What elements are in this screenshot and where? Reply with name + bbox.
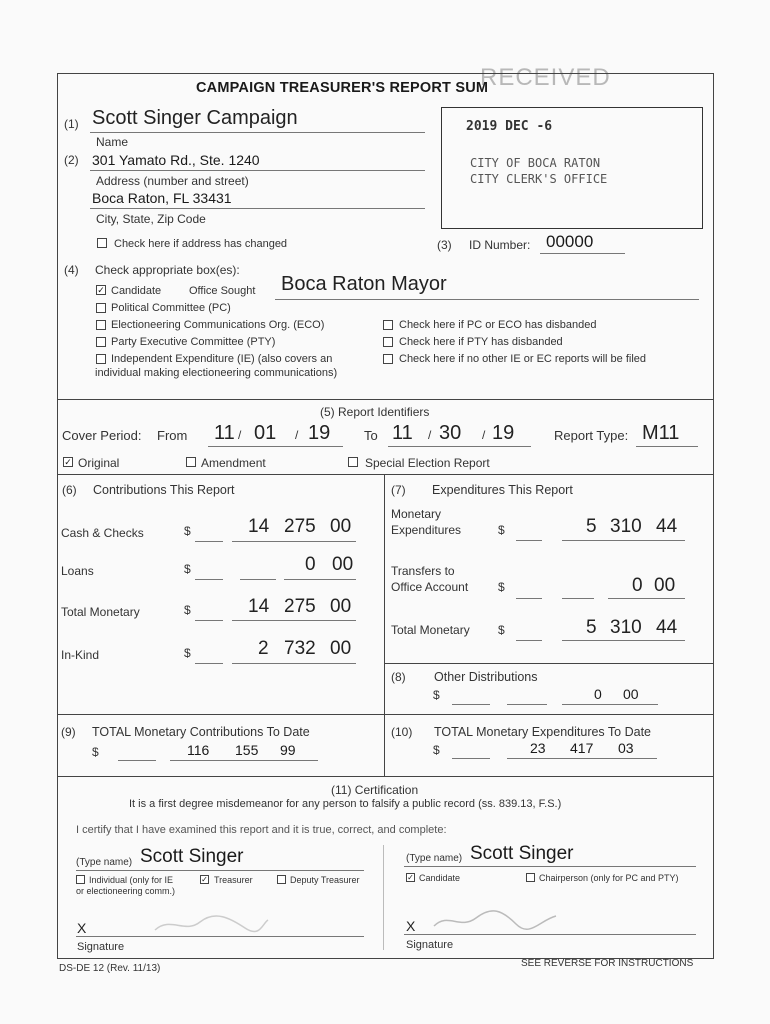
in-kind-hundreds[interactable]: 732 bbox=[284, 638, 316, 659]
monetary-exp-dollar: $ bbox=[498, 523, 505, 537]
chairperson-checkbox[interactable] bbox=[526, 873, 535, 882]
individual-label: Individual (only for IE bbox=[89, 875, 174, 885]
loans-underline bbox=[284, 579, 356, 580]
in-kind-underline bbox=[232, 663, 356, 664]
total-monetary-exp-label: Total Monetary bbox=[391, 623, 470, 637]
left-signature-x: X bbox=[77, 920, 87, 936]
city-state-zip[interactable]: Boca Raton, FL 33431 bbox=[92, 190, 232, 206]
individual-label-cont: or electioneering comm.) bbox=[76, 886, 176, 896]
transfers-blank bbox=[516, 598, 542, 599]
total-exp-to-date-dollar: $ bbox=[433, 743, 440, 757]
total-exp-thousands[interactable]: 5 bbox=[586, 617, 597, 638]
section1-number: (1) bbox=[64, 117, 79, 131]
no-other-ie-label: Check here if no other IE or EC reports will be filed bbox=[399, 353, 647, 365]
report-type-label: Report Type: bbox=[554, 428, 629, 443]
original-checkbox[interactable]: ✓ bbox=[64, 457, 72, 467]
divider-middle bbox=[384, 474, 385, 776]
to-label: To bbox=[364, 428, 378, 443]
address-changed-label: Check here if address has changed bbox=[114, 238, 288, 250]
exp-to-date-thousands[interactable]: 23 bbox=[530, 740, 546, 756]
total-monetary-contrib-label: Total Monetary bbox=[61, 605, 140, 619]
loans-hundreds[interactable]: 0 bbox=[305, 554, 316, 575]
to-slash-2: / bbox=[482, 428, 486, 442]
from-slash-1: / bbox=[238, 428, 242, 442]
contributions-heading: Contributions This Report bbox=[93, 483, 235, 497]
pc-eco-disbanded-checkbox[interactable] bbox=[383, 320, 393, 330]
pc-checkbox[interactable] bbox=[96, 303, 106, 313]
section3-number: (3) bbox=[437, 238, 452, 252]
total-contrib-underline bbox=[232, 620, 356, 621]
total-exp-dollar: $ bbox=[498, 623, 505, 637]
other-dist-blank-2 bbox=[507, 704, 547, 705]
monetary-exp-cents[interactable]: 44 bbox=[656, 516, 678, 537]
exp-to-date-hundreds[interactable]: 417 bbox=[570, 740, 594, 756]
total-contrib-to-date-heading: TOTAL Monetary Contributions To Date bbox=[92, 725, 310, 739]
contrib-to-date-underline bbox=[170, 760, 318, 761]
total-exp-blank bbox=[516, 640, 542, 641]
right-signature-label: Signature bbox=[406, 939, 454, 951]
form-title: CAMPAIGN TREASURER'S REPORT SUM bbox=[196, 80, 489, 96]
from-day[interactable]: 01 bbox=[254, 422, 277, 444]
pty-label: Party Executive Committee (PTY) bbox=[111, 336, 276, 348]
deputy-treasurer-checkbox[interactable] bbox=[277, 875, 286, 884]
pc-eco-disbanded-label: Check here if PC or ECO has disbanded bbox=[399, 319, 597, 331]
to-year[interactable]: 19 bbox=[492, 422, 515, 444]
street-underline bbox=[90, 170, 425, 171]
total-exp-underline bbox=[562, 640, 685, 641]
other-dist-blank bbox=[452, 704, 490, 705]
from-month[interactable]: 11 bbox=[214, 422, 235, 444]
candidate-name[interactable]: Scott Singer bbox=[470, 843, 574, 864]
from-slash-2: / bbox=[295, 428, 299, 442]
total-exp-hundreds[interactable]: 310 bbox=[610, 617, 642, 638]
right-signature-scribble bbox=[430, 906, 560, 932]
section7-number: (7) bbox=[391, 483, 406, 497]
transfers-label-2: Office Account bbox=[391, 580, 469, 594]
amendment-checkbox[interactable] bbox=[186, 457, 196, 467]
to-underline bbox=[388, 446, 531, 447]
right-name-underline bbox=[404, 866, 696, 867]
certification-warning: It is a first degree misdemeanor for any person to falsify a public record (ss. 839.13, F.S.) bbox=[129, 798, 562, 810]
exp-to-date-blank bbox=[452, 758, 490, 759]
to-slash-1: / bbox=[428, 428, 432, 442]
no-other-ie-checkbox[interactable] bbox=[383, 354, 393, 364]
right-signature-x: X bbox=[406, 918, 416, 934]
cash-blank bbox=[195, 541, 223, 542]
expenditures-heading: Expenditures This Report bbox=[432, 483, 573, 497]
monetary-exp-label-1: Monetary bbox=[391, 507, 442, 521]
divider-section11 bbox=[57, 776, 714, 777]
section6-number: (6) bbox=[62, 483, 77, 497]
section10-number: (10) bbox=[391, 725, 413, 739]
loans-blank bbox=[195, 579, 223, 580]
street-address[interactable]: 301 Yamato Rd., Ste. 1240 bbox=[92, 152, 260, 168]
monetary-exp-thousands[interactable]: 5 bbox=[586, 516, 597, 537]
id-number-label: ID Number: bbox=[469, 238, 531, 252]
to-day[interactable]: 30 bbox=[439, 422, 462, 444]
stamp-line2: CITY CLERK'S OFFICE bbox=[470, 172, 608, 186]
transfers-cents[interactable]: 00 bbox=[654, 575, 676, 596]
cert-candidate-label: Candidate bbox=[419, 873, 461, 883]
monetary-exp-underline bbox=[562, 540, 685, 541]
id-number-value[interactable]: 00000 bbox=[546, 232, 594, 251]
total-contrib-cents[interactable]: 00 bbox=[330, 596, 352, 617]
cert-divider bbox=[383, 845, 384, 950]
section2-number: (2) bbox=[64, 153, 79, 167]
transfers-hundreds[interactable]: 0 bbox=[632, 575, 643, 596]
report-identifiers-heading: (5) Report Identifiers bbox=[320, 405, 430, 419]
pty-checkbox[interactable] bbox=[96, 337, 106, 347]
report-type-value[interactable]: M11 bbox=[642, 422, 680, 444]
cash-thousands[interactable]: 14 bbox=[248, 516, 270, 537]
total-contrib-hundreds[interactable]: 275 bbox=[284, 596, 316, 617]
name-underline bbox=[90, 132, 425, 133]
eco-checkbox[interactable] bbox=[96, 320, 106, 330]
loans-dollar: $ bbox=[184, 562, 191, 576]
transfers-label-1: Transfers to bbox=[391, 564, 455, 578]
monetary-exp-hundreds[interactable]: 310 bbox=[610, 516, 642, 537]
ie-checkbox[interactable] bbox=[96, 354, 106, 364]
stamp-date: 2019 DEC -6 bbox=[466, 119, 553, 134]
cash-cents[interactable]: 00 bbox=[330, 516, 352, 537]
candidate-checkbox[interactable]: ✓ bbox=[97, 285, 105, 295]
section9-number: (9) bbox=[61, 725, 76, 739]
contrib-to-date-cents[interactable]: 99 bbox=[280, 742, 296, 758]
other-distributions-heading: Other Distributions bbox=[434, 670, 538, 684]
loans-blank-2 bbox=[240, 579, 276, 580]
pc-label: Political Committee (PC) bbox=[111, 302, 231, 314]
city-underline bbox=[90, 208, 425, 209]
candidate-label: Candidate bbox=[111, 285, 162, 297]
divider-section6 bbox=[57, 474, 714, 475]
other-dist-hundreds[interactable]: 0 bbox=[594, 686, 602, 702]
see-reverse-note: SEE REVERSE FOR INSTRUCTIONS bbox=[521, 958, 694, 969]
transfers-underline bbox=[608, 598, 685, 599]
total-contrib-thousands[interactable]: 14 bbox=[248, 596, 270, 617]
section8-number: (8) bbox=[391, 670, 406, 684]
address-changed-checkbox[interactable] bbox=[97, 238, 107, 248]
right-signature-line bbox=[404, 934, 696, 935]
total-exp-cents[interactable]: 44 bbox=[656, 617, 678, 638]
check-boxes-heading: Check appropriate box(es): bbox=[95, 263, 240, 277]
form-number: DS-DE 12 (Rev. 11/13) bbox=[59, 963, 161, 974]
monetary-exp-label-2: Expenditures bbox=[391, 523, 462, 537]
contrib-to-date-thousands[interactable]: 116 bbox=[187, 742, 210, 758]
stamp-line1: CITY OF BOCA RATON bbox=[470, 156, 601, 170]
left-signature-label: Signature bbox=[77, 941, 125, 953]
office-sought-value[interactable]: Boca Raton Mayor bbox=[281, 273, 447, 295]
in-kind-dollar: $ bbox=[184, 646, 191, 660]
left-type-name-label: (Type name) bbox=[76, 857, 133, 868]
from-label: From bbox=[157, 428, 188, 443]
monetary-exp-blank bbox=[516, 540, 542, 541]
special-election-label: Special Election Report bbox=[365, 456, 490, 470]
left-signature-scribble bbox=[150, 912, 270, 936]
transfers-blank-2 bbox=[562, 598, 594, 599]
total-contrib-to-date-dollar: $ bbox=[92, 745, 99, 759]
in-kind-blank bbox=[195, 663, 223, 664]
name-label: Name bbox=[96, 135, 129, 149]
cash-hundreds[interactable]: 275 bbox=[284, 516, 316, 537]
cash-underline bbox=[232, 541, 356, 542]
left-signature-line bbox=[76, 936, 364, 937]
ie-label-cont: individual making electioneering communications) bbox=[95, 367, 338, 379]
ie-label: Independent Expenditure (IE) (also covers an bbox=[111, 353, 333, 365]
loans-label: Loans bbox=[61, 564, 94, 578]
office-sought-label: Office Sought bbox=[189, 285, 256, 297]
eco-label: Electioneering Communications Org. (ECO) bbox=[111, 319, 325, 331]
transfers-dollar: $ bbox=[498, 580, 505, 594]
treasurer-checkbox[interactable]: ✓ bbox=[201, 875, 208, 884]
id-underline bbox=[540, 253, 625, 254]
total-contrib-blank bbox=[195, 620, 223, 621]
campaign-name[interactable]: Scott Singer Campaign bbox=[92, 107, 298, 129]
chairperson-label: Chairperson (only for PC and PTY) bbox=[539, 873, 679, 883]
special-election-checkbox[interactable] bbox=[348, 457, 358, 467]
certification-heading: (11) Certification bbox=[331, 783, 419, 797]
street-label: Address (number and street) bbox=[96, 174, 249, 188]
city-label: City, State, Zip Code bbox=[96, 212, 206, 226]
office-underline bbox=[275, 299, 699, 300]
in-kind-label: In-Kind bbox=[61, 648, 100, 662]
left-name-underline bbox=[76, 870, 364, 871]
loans-cents[interactable]: 00 bbox=[332, 554, 354, 575]
to-month[interactable]: 11 bbox=[392, 422, 413, 444]
section4-number: (4) bbox=[64, 263, 79, 277]
report-type-underline bbox=[636, 446, 698, 447]
in-kind-cents[interactable]: 00 bbox=[330, 638, 352, 659]
from-underline bbox=[208, 446, 343, 447]
individual-checkbox[interactable] bbox=[76, 875, 85, 884]
other-dist-underline bbox=[562, 704, 658, 705]
in-kind-thousands[interactable]: 2 bbox=[258, 638, 269, 659]
pty-disbanded-checkbox[interactable] bbox=[383, 337, 393, 347]
pty-disbanded-label: Check here if PTY has disbanded bbox=[399, 336, 563, 348]
cash-dollar: $ bbox=[184, 524, 191, 538]
other-dist-dollar: $ bbox=[433, 688, 440, 702]
exp-to-date-underline bbox=[507, 758, 657, 759]
from-year[interactable]: 19 bbox=[308, 422, 331, 444]
divider-section9 bbox=[57, 714, 714, 715]
contrib-to-date-blank bbox=[118, 760, 156, 761]
contrib-to-date-hundreds[interactable]: 155 bbox=[235, 742, 259, 758]
total-exp-to-date-heading: TOTAL Monetary Expenditures To Date bbox=[434, 725, 652, 739]
original-label: Original bbox=[78, 456, 120, 470]
amendment-label: Amendment bbox=[201, 456, 266, 470]
cert-candidate-checkbox[interactable]: ✓ bbox=[407, 873, 414, 882]
exp-to-date-cents[interactable]: 03 bbox=[618, 740, 634, 756]
right-type-name-label: (Type name) bbox=[406, 853, 463, 864]
treasurer-label: Treasurer bbox=[214, 875, 253, 885]
treasurer-name[interactable]: Scott Singer bbox=[140, 846, 244, 867]
certification-statement: I certify that I have examined this report and it is true, correct, and complete: bbox=[76, 824, 447, 836]
divider-section8 bbox=[384, 663, 714, 664]
cover-period-label: Cover Period: bbox=[62, 428, 142, 443]
cash-checks-label: Cash & Checks bbox=[61, 526, 144, 540]
total-contrib-dollar: $ bbox=[184, 603, 191, 617]
divider-section5 bbox=[57, 399, 714, 400]
deputy-treasurer-label: Deputy Treasurer bbox=[290, 875, 360, 885]
received-stamp-overlay: RECEIVED bbox=[480, 64, 611, 91]
other-dist-cents[interactable]: 00 bbox=[623, 686, 639, 702]
